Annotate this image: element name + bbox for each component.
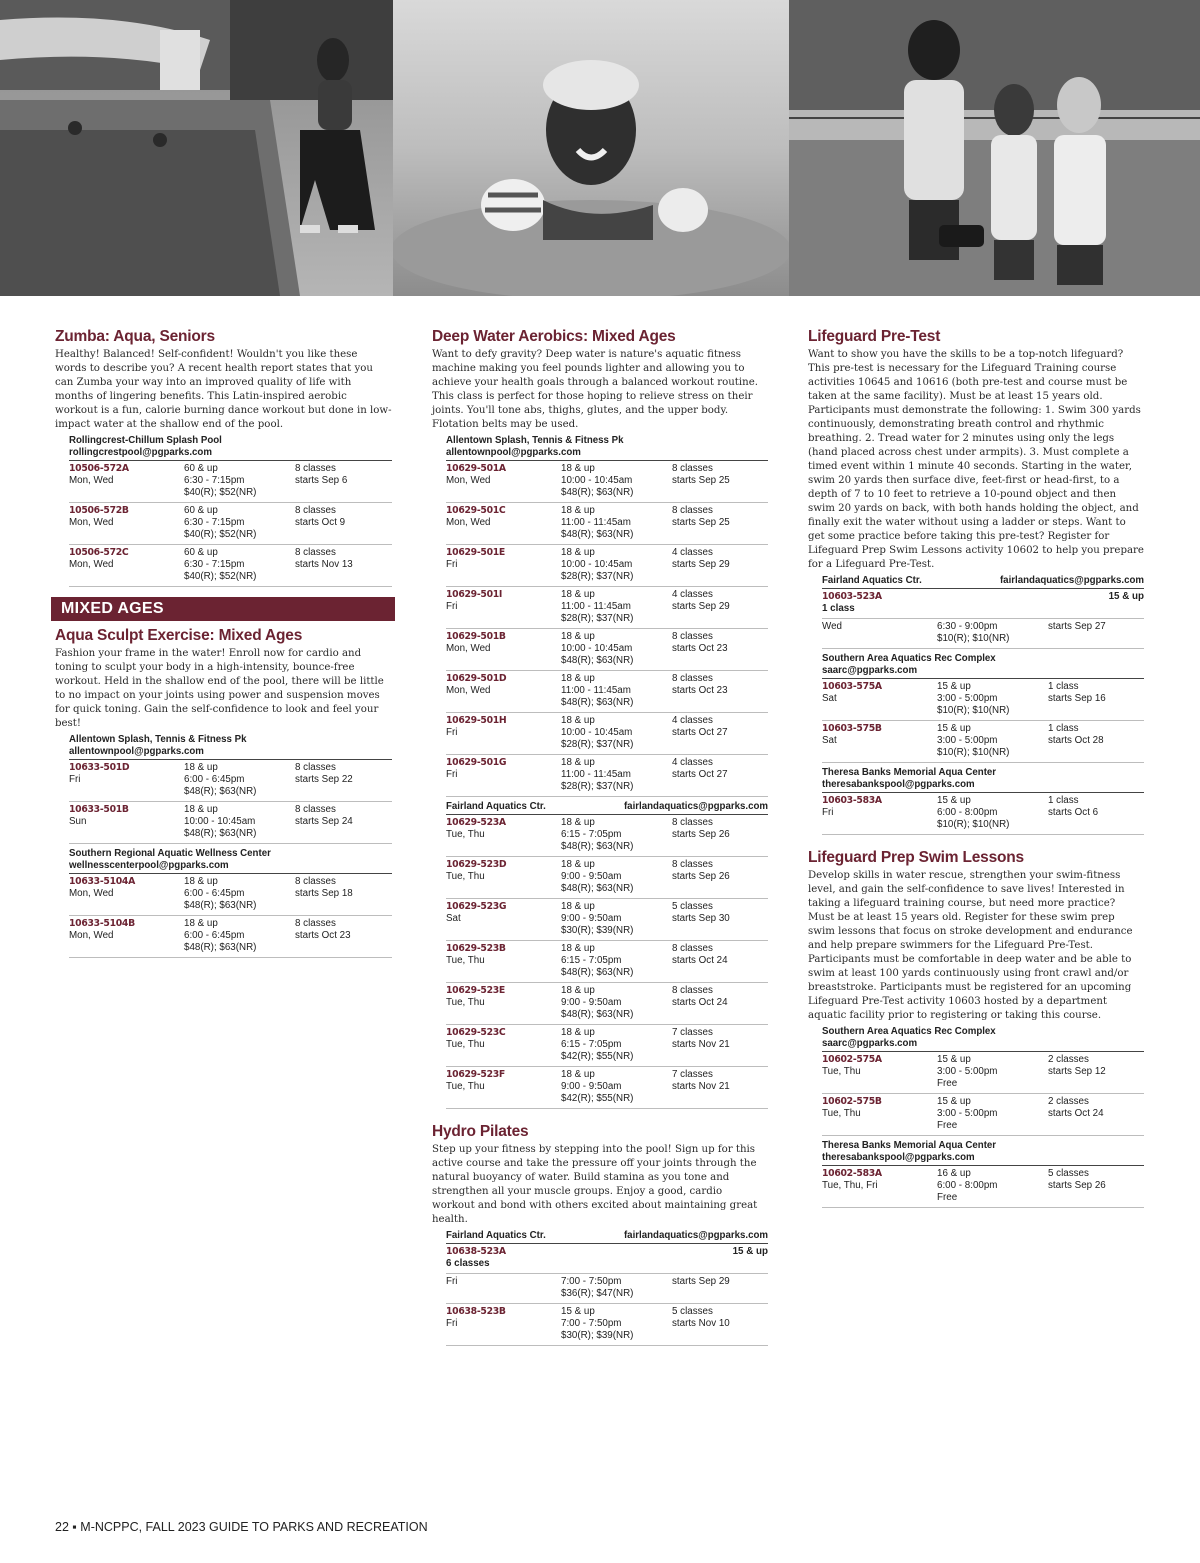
fee: $48(R); $63(NR) — [184, 900, 257, 911]
days: Tue, Thu — [822, 1108, 861, 1119]
table-row — [446, 1304, 768, 1346]
table-row — [69, 802, 392, 844]
time: 3:00 - 5:00pm — [937, 1108, 998, 1119]
table-row — [69, 503, 392, 545]
age-range: 15 & up — [937, 1096, 971, 1107]
rows — [69, 874, 392, 958]
days: Tue, Thu — [822, 1066, 861, 1077]
days: Tue, Thu — [446, 1081, 485, 1092]
start-date: starts Sep 22 — [295, 774, 353, 785]
activity-code: 10629-501B — [446, 631, 506, 642]
age-range: 18 & up — [561, 859, 595, 870]
fee: $48(R); $63(NR) — [561, 529, 634, 540]
table-row — [69, 545, 392, 587]
course-title-hydro-pilates: Hydro Pilates — [432, 1123, 529, 1140]
activity-code: 10603-583A — [822, 795, 882, 806]
fee: $48(R); $63(NR) — [184, 786, 257, 797]
activity-code: 10602-583A — [822, 1168, 882, 1179]
class-count: 1 class — [1048, 681, 1079, 692]
fee: $30(R); $39(NR) — [561, 925, 634, 936]
activity-code: 10506-572A — [69, 463, 129, 474]
photo-zumba-pool — [0, 0, 393, 296]
table-row — [446, 941, 768, 983]
fee: $48(R); $63(NR) — [561, 1009, 634, 1020]
activity-code: 10629-501A — [446, 463, 506, 474]
fee: $28(R); $37(NR) — [561, 613, 634, 624]
start-date: starts Sep 29 — [672, 601, 730, 612]
age-range: 15 & up — [937, 723, 971, 734]
start-date: starts Sep 6 — [295, 475, 348, 486]
table-row — [446, 755, 768, 797]
days: Tue, Thu — [446, 829, 485, 840]
activity-code: 10506-572C — [69, 547, 129, 558]
start-date: starts Sep 16 — [1048, 693, 1106, 704]
age-range: 18 & up — [561, 715, 595, 726]
course-desc-lifeguard-pretest: Want to show you have the skills to be a top-notch lifeguard? This pre-test is necessary for the Lifeguard Training course activities 10645 and 10616 (both pre-test and course must be taken at the same facility). Must be at least 15 years old. Participants must demonstrate the following: 1. Swim 300 yards continuously, demonstrating breath control and rhythmic breathing. 2. Tread water for 2 minutes using only the legs (hand placed across chest under armpits). 3. Must complete a timed event within 1 minute 40 seconds. Starting in the water, swim 20 yards then surface dive, feet-first or head-first, to a depth of 7 to 10 feet to retrieve a 10-pound object and then swim 20 yards on back, with both hands holding the object, and finally exit the water without using a ladder or steps. Want to get some practice before taking this pre-test? Register for Lifeguard Prep Swim Lessons activity 10602 to help you prepare for a Lifeguard Pre-Test. — [808, 349, 1144, 570]
start-date: starts Sep 24 — [295, 816, 353, 827]
fee: $42(R); $55(NR) — [561, 1093, 634, 1104]
table-row — [822, 679, 1144, 721]
table-row — [446, 1067, 768, 1109]
start-date: starts Oct 9 — [295, 517, 346, 528]
age-range: 15 & up — [937, 1054, 971, 1065]
activity-code: 10638-523B — [446, 1306, 506, 1317]
age-range: 18 & up — [561, 463, 595, 474]
column-1 — [55, 328, 392, 958]
age-range: 18 & up — [561, 1027, 595, 1038]
fee: $30(R); $39(NR) — [561, 1330, 634, 1341]
time: 11:00 - 11:45am — [561, 685, 631, 696]
start-date: starts Sep 26 — [672, 829, 730, 840]
fee: $28(R); $37(NR) — [561, 739, 634, 750]
time: 11:00 - 11:45am — [561, 769, 631, 780]
start-date: starts Nov 21 — [672, 1081, 730, 1092]
fee: $48(R); $63(NR) — [561, 655, 634, 666]
activity-code: 10629-501D — [446, 673, 507, 684]
class-count: 5 classes — [1048, 1168, 1089, 1179]
time: 6:00 - 6:45pm — [184, 774, 245, 785]
class-count: 5 classes — [672, 1306, 713, 1317]
activity-code: 10602-575B — [822, 1096, 882, 1107]
course-desc-zumba: Healthy! Balanced! Self-confident! Wouldn't you like these words to describe you? A recent health report states that you can Zumba your way into an improved quality of life with months of lingering benefits. This Latin-inspired aerobic workout is a fun, calorie burning dance workout but done in low-impact water at the shallow end of the pool. — [55, 349, 392, 430]
start-date: starts Oct 23 — [672, 643, 728, 654]
age-range: 15 & up — [937, 681, 971, 692]
location-header: Theresa Banks Memorial Aqua Center theresabankspool@pgparks.com — [822, 1140, 1144, 1166]
table-row — [822, 1094, 1144, 1136]
activity-code: 10629-523C — [446, 1027, 506, 1038]
class-count: 5 classes — [672, 901, 713, 912]
days: Mon, Wed — [446, 643, 491, 654]
rows — [446, 461, 768, 797]
age-range: 18 & up — [561, 943, 595, 954]
days: Fri — [446, 727, 458, 738]
location-header: Rollingcrest-Chillum Splash Pool rollingcrestpool@pgparks.com — [69, 435, 392, 461]
fee: $40(R); $52(NR) — [184, 487, 257, 498]
photo-strip — [0, 0, 1200, 296]
start-date: starts Sep 25 — [672, 475, 730, 486]
age-range: 18 & up — [561, 547, 595, 558]
start-date: starts Oct 6 — [1048, 807, 1099, 818]
course-desc-lifeguard-prep: Develop skills in water rescue, strengthen your swim-fitness level, and gain the self-confidence to save lives! Interested in taking a lifeguard training course, but need more practice? Must be at least 15 years old. Register for these swim prep swim lessons that focus on stroke development and endurance and help prepare swimmers for the Lifeguard Pre-Test. Participants must be comfortable in deep water and be able to swim at least 100 yards continuously using front crawl and/or breaststroke. Participants must be registered for an upcoming Lifeguard Pre-Test activity 10603 hosted by a department aquatic facility prior to registering or taking this course. — [808, 870, 1133, 1021]
age-range: 18 & up — [184, 804, 218, 815]
class-count: 8 classes — [295, 804, 336, 815]
photo-lifeguards — [789, 0, 1200, 296]
class-count: 1 class — [1048, 795, 1079, 806]
time: 6:00 - 6:45pm — [184, 930, 245, 941]
table-row — [446, 503, 768, 545]
fee: Free — [937, 1078, 958, 1089]
table-row — [446, 587, 768, 629]
course-desc-deep-water: Want to defy gravity? Deep water is nature's aquatic fitness machine making you feel pounds lighter and allowing you to achieve your health goals through a balanced workout routine. This class is perfect for those hoping to relieve stress on their joints. You'll tone abs, thighs, glutes, and the upper body. Flotation belts may be used. — [432, 349, 758, 430]
table-row — [822, 721, 1144, 763]
table-row — [446, 629, 768, 671]
class-count: 8 classes — [672, 985, 713, 996]
time: 9:00 - 9:50am — [561, 1081, 622, 1092]
table-row — [822, 1166, 1144, 1208]
age-range: 15 & up — [561, 1306, 595, 1317]
column-3 — [808, 328, 1144, 1208]
activity-code: 10629-523D — [446, 859, 507, 870]
class-count: 7 classes — [672, 1069, 713, 1080]
days: Mon, Wed — [69, 475, 114, 486]
start-date: starts Oct 23 — [295, 930, 351, 941]
activity-code: 10629-523G — [446, 901, 507, 912]
class-count: 8 classes — [672, 463, 713, 474]
rows — [822, 679, 1144, 763]
rows — [446, 815, 768, 1109]
start-date: starts Sep 12 — [1048, 1066, 1106, 1077]
photo-deep-water-swimmer — [393, 0, 789, 296]
activity-code: 10629-501G — [446, 757, 507, 768]
start-date: starts Oct 27 — [672, 769, 728, 780]
time: 6:30 - 7:15pm — [184, 475, 245, 486]
fee: $40(R); $52(NR) — [184, 529, 257, 540]
rows — [822, 793, 1144, 835]
activity-code: 10629-501E — [446, 547, 505, 558]
fee: $48(R); $63(NR) — [561, 883, 634, 894]
activity-code: 10506-572B — [69, 505, 129, 516]
days: Sat — [446, 913, 461, 924]
days: Mon, Wed — [69, 517, 114, 528]
table-row — [446, 857, 768, 899]
class-count: 8 classes — [672, 943, 713, 954]
location-header: Fairland Aquatics Ctr. fairlandaquatics@pgparks.com — [822, 575, 1144, 589]
age-range: 18 & up — [184, 876, 218, 887]
table-row — [446, 983, 768, 1025]
time: 11:00 - 11:45am — [561, 601, 631, 612]
session-detail-row: Fri 7:00 - 7:50pm starts Sep 29 $36(R); $47(NR) — [446, 1274, 768, 1304]
start-date: starts Oct 24 — [672, 997, 728, 1008]
start-date: starts Nov 13 — [295, 559, 353, 570]
course-title-lifeguard-prep: Lifeguard Prep Swim Lessons — [808, 849, 1024, 866]
age-range: 15 & up — [937, 795, 971, 806]
fee: $28(R); $37(NR) — [561, 781, 634, 792]
activity-code: 10603-575A — [822, 681, 882, 692]
class-count: 1 class — [1048, 723, 1079, 734]
time: 6:00 - 8:00pm — [937, 1180, 998, 1191]
time: 10:00 - 10:45am — [561, 643, 633, 654]
time: 10:00 - 10:45am — [561, 475, 633, 486]
fee: $10(R); $10(NR) — [937, 747, 1010, 758]
time: 6:15 - 7:05pm — [561, 829, 622, 840]
days: Tue, Thu — [446, 871, 485, 882]
location-header: Fairland Aquatics Ctr. fairlandaquatics@pgparks.com — [446, 1230, 768, 1244]
table-row — [69, 760, 392, 802]
activity-code: 10602-575A — [822, 1054, 882, 1065]
start-date: starts Oct 24 — [672, 955, 728, 966]
class-count: 8 classes — [672, 505, 713, 516]
age-range: 18 & up — [184, 918, 218, 929]
class-count: 4 classes — [672, 715, 713, 726]
schedule-lifeguard-prep — [822, 1026, 1144, 1208]
activity-code: 10629-523E — [446, 985, 505, 996]
start-date: starts Sep 26 — [1048, 1180, 1106, 1191]
class-count: 8 classes — [672, 817, 713, 828]
start-date: starts Sep 25 — [672, 517, 730, 528]
location-header: Fairland Aquatics Ctr. fairlandaquatics@pgparks.com — [446, 801, 768, 815]
activity-code: 10629-523F — [446, 1069, 505, 1080]
activity-code: 10633-501B — [69, 804, 129, 815]
activity-code: 10603-575B — [822, 723, 882, 734]
fee: $48(R); $63(NR) — [561, 487, 634, 498]
days: Tue, Thu — [446, 955, 485, 966]
days: Mon, Wed — [69, 559, 114, 570]
table-row — [446, 815, 768, 857]
start-date: starts Oct 23 — [672, 685, 728, 696]
session-header: 10603-523A 15 & up 1 class — [822, 589, 1144, 619]
time: 11:00 - 11:45am — [561, 517, 631, 528]
schedule-zumba — [69, 435, 392, 587]
time: 6:15 - 7:05pm — [561, 955, 622, 966]
time: 3:00 - 5:00pm — [937, 693, 998, 704]
time: 3:00 - 5:00pm — [937, 1066, 998, 1077]
time: 6:00 - 8:00pm — [937, 807, 998, 818]
location-header: Southern Area Aquatics Rec Complex saarc@pgparks.com — [822, 653, 1144, 679]
session-header: 10638-523A 15 & up 6 classes — [446, 1244, 768, 1274]
age-range: 18 & up — [561, 505, 595, 516]
days: Tue, Thu — [446, 1039, 485, 1050]
table-row — [446, 713, 768, 755]
class-count: 4 classes — [672, 547, 713, 558]
start-date: starts Oct 28 — [1048, 735, 1104, 746]
start-date: starts Nov 10 — [672, 1318, 730, 1329]
start-date: starts Oct 24 — [1048, 1108, 1104, 1119]
age-range: 18 & up — [561, 673, 595, 684]
class-count: 8 classes — [672, 859, 713, 870]
age-range: 18 & up — [561, 757, 595, 768]
start-date: starts Sep 18 — [295, 888, 353, 899]
days: Mon, Wed — [446, 517, 491, 528]
class-count: 8 classes — [295, 876, 336, 887]
fee: $40(R); $52(NR) — [184, 571, 257, 582]
table-row — [69, 461, 392, 503]
days: Fri — [69, 774, 81, 785]
class-count: 7 classes — [672, 1027, 713, 1038]
activity-code: 10629-501H — [446, 715, 507, 726]
fee: $28(R); $37(NR) — [561, 571, 634, 582]
time: 10:00 - 10:45am — [561, 559, 633, 570]
age-range: 60 & up — [184, 547, 218, 558]
days: Fri — [446, 769, 458, 780]
course-title-aqua-sculpt: Aqua Sculpt Exercise: Mixed Ages — [55, 627, 303, 644]
rows — [822, 1166, 1144, 1208]
column-2 — [432, 328, 768, 1346]
time: 10:00 - 10:45am — [184, 816, 256, 827]
age-range: 60 & up — [184, 505, 218, 516]
class-count: 8 classes — [295, 918, 336, 929]
activity-code: 10633-5104B — [69, 918, 135, 929]
start-date: starts Sep 29 — [672, 559, 730, 570]
class-count: 8 classes — [295, 762, 336, 773]
age-range: 18 & up — [561, 589, 595, 600]
age-range: 18 & up — [561, 901, 595, 912]
age-range: 18 & up — [184, 762, 218, 773]
days: Tue, Thu, Fri — [822, 1180, 878, 1191]
class-count: 4 classes — [672, 757, 713, 768]
days: Mon, Wed — [69, 930, 114, 941]
location-header: Southern Area Aquatics Rec Complex saarc@pgparks.com — [822, 1026, 1144, 1052]
time: 9:00 - 9:50am — [561, 997, 622, 1008]
time: 6:30 - 7:15pm — [184, 517, 245, 528]
start-date: starts Nov 21 — [672, 1039, 730, 1050]
age-range: 18 & up — [561, 631, 595, 642]
table-row — [822, 793, 1144, 835]
start-date: starts Sep 30 — [672, 913, 730, 924]
rows — [446, 1304, 768, 1346]
session-detail-row: Wed 6:30 - 9:00pm starts Sep 27 $10(R); $10(NR) — [822, 619, 1144, 649]
schedule-aqua-sculpt — [69, 734, 392, 958]
days: Mon, Wed — [446, 475, 491, 486]
fee: $48(R); $63(NR) — [561, 967, 634, 978]
time: 6:00 - 6:45pm — [184, 888, 245, 899]
activity-code: 10633-501D — [69, 762, 130, 773]
fee: $10(R); $10(NR) — [937, 705, 1010, 716]
course-title-deep-water: Deep Water Aerobics: Mixed Ages — [432, 328, 676, 345]
days: Sun — [69, 816, 87, 827]
age-range: 60 & up — [184, 463, 218, 474]
activity-code: 10629-501C — [446, 505, 506, 516]
time: 9:00 - 9:50am — [561, 871, 622, 882]
section-band-mixed-ages: MIXED AGES — [51, 597, 395, 621]
time: 7:00 - 7:50pm — [561, 1318, 622, 1329]
fee: $42(R); $55(NR) — [561, 1051, 634, 1062]
days: Fri — [446, 559, 458, 570]
class-count: 2 classes — [1048, 1054, 1089, 1065]
table-row — [446, 899, 768, 941]
table-row — [446, 461, 768, 503]
table-row — [69, 916, 392, 958]
start-date: starts Sep 26 — [672, 871, 730, 882]
rows — [822, 1052, 1144, 1136]
activity-code: 10633-5104A — [69, 876, 135, 887]
rows — [69, 461, 392, 587]
fee: Free — [937, 1192, 958, 1203]
time: 6:15 - 7:05pm — [561, 1039, 622, 1050]
age-range: 18 & up — [561, 1069, 595, 1080]
activity-code: 10629-501I — [446, 589, 503, 600]
days: Mon, Wed — [446, 685, 491, 696]
fee: $48(R); $63(NR) — [561, 697, 634, 708]
class-count: 8 classes — [672, 631, 713, 642]
class-count: 8 classes — [672, 673, 713, 684]
course-title-zumba: Zumba: Aqua, Seniors — [55, 328, 215, 345]
activity-code: 10629-523A — [446, 817, 506, 828]
days: Sat — [822, 735, 837, 746]
time: 9:00 - 9:50am — [561, 913, 622, 924]
rows — [69, 760, 392, 844]
age-range: 18 & up — [561, 985, 595, 996]
age-range: 18 & up — [561, 817, 595, 828]
location-header: Southern Regional Aquatic Wellness Center wellnesscenterpool@pgparks.com — [69, 848, 392, 874]
time: 3:00 - 5:00pm — [937, 735, 998, 746]
class-count: 8 classes — [295, 547, 336, 558]
location-header: Theresa Banks Memorial Aqua Center theresabankspool@pgparks.com — [822, 767, 1144, 793]
class-count: 8 classes — [295, 505, 336, 516]
time: 6:30 - 7:15pm — [184, 559, 245, 570]
days: Mon, Wed — [69, 888, 114, 899]
start-date: starts Oct 27 — [672, 727, 728, 738]
days: Fri — [446, 1318, 458, 1329]
activity-code: 10629-523B — [446, 943, 506, 954]
table-row — [69, 874, 392, 916]
schedule-lifeguard-pretest — [822, 575, 1144, 835]
class-count: 2 classes — [1048, 1096, 1089, 1107]
course-title-lifeguard-pretest: Lifeguard Pre-Test — [808, 328, 941, 345]
class-count: 8 classes — [295, 463, 336, 474]
location-header: Allentown Splash, Tennis & Fitness Pk allentownpool@pgparks.com — [69, 734, 392, 760]
table-row — [446, 1025, 768, 1067]
page-footer: 22 ▪ M-NCPPC, FALL 2023 GUIDE TO PARKS AND RECREATION — [55, 1520, 428, 1534]
schedule-hydro-pilates — [446, 1230, 768, 1346]
table-row — [446, 671, 768, 713]
schedule-deep-water — [446, 435, 768, 1109]
class-count: 4 classes — [672, 589, 713, 600]
fee: $10(R); $10(NR) — [937, 819, 1010, 830]
course-desc-aqua-sculpt: Fashion your frame in the water! Enroll now for cardio and toning to sculpt your body in a high-intensity, bounce-free workout. Held in the shallow end of the pool, there will be little to no impact on your joints using power and suspension moves for quick toning. Gain the self-confidence to look and feel your best! — [55, 648, 384, 729]
days: Fri — [446, 601, 458, 612]
fee: $48(R); $63(NR) — [561, 841, 634, 852]
fee: $48(R); $63(NR) — [184, 828, 257, 839]
fee: $48(R); $63(NR) — [184, 942, 257, 953]
days: Tue, Thu — [446, 997, 485, 1008]
fee: Free — [937, 1120, 958, 1131]
table-row — [822, 1052, 1144, 1094]
course-desc-hydro-pilates: Step up your fitness by stepping into the pool! Sign up for this active course and take the pressure off your joints through the natural buoyancy of water. Build stamina as you tone and strengthen all your muscle groups. Enjoy a good, cardio workout and bond with others excited about maintaining great health. — [432, 1144, 758, 1225]
days: Fri — [822, 807, 834, 818]
time: 10:00 - 10:45am — [561, 727, 633, 738]
table-row — [446, 545, 768, 587]
age-range: 16 & up — [937, 1168, 971, 1179]
days: Sat — [822, 693, 837, 704]
location-header: Allentown Splash, Tennis & Fitness Pk allentownpool@pgparks.com — [446, 435, 768, 461]
